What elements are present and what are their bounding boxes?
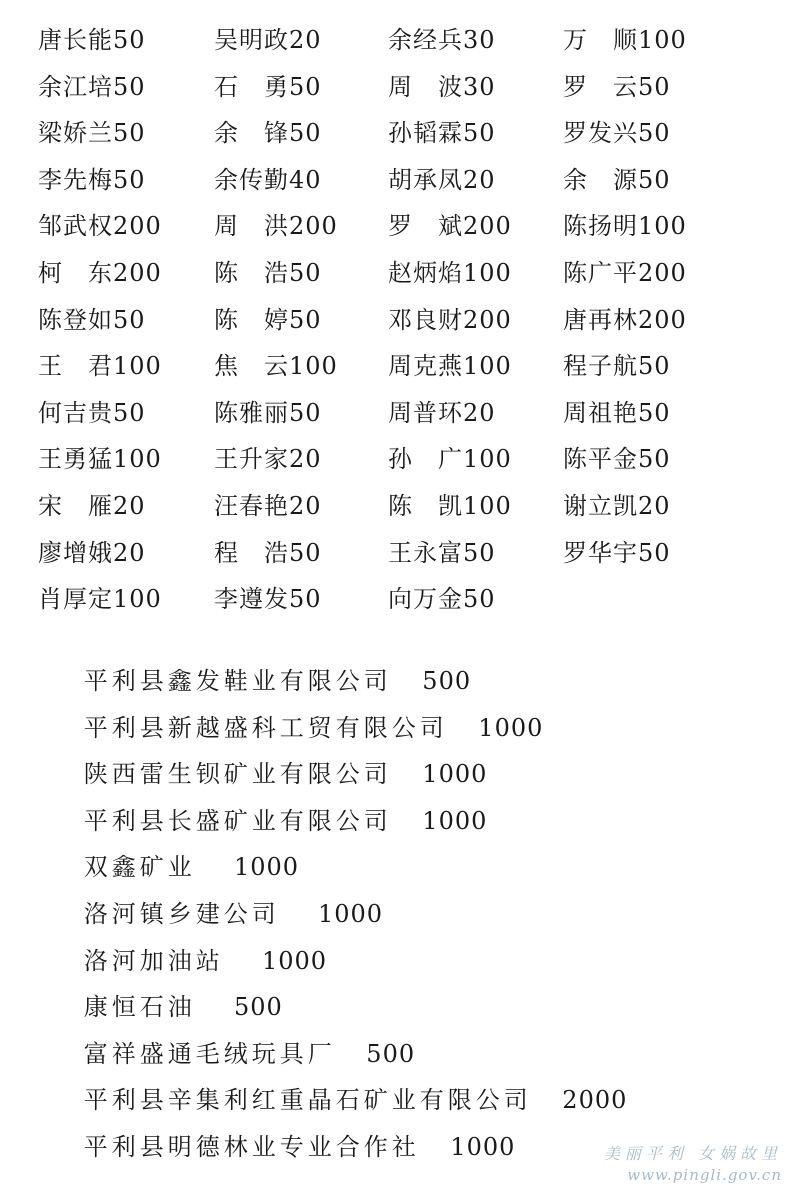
- org-name: 平利县明德林业专业合作社: [83, 1132, 420, 1161]
- donor-entry: 周祖艳50: [563, 398, 671, 427]
- org-entry: [38, 627, 778, 695]
- donor-entry: 程子航50: [563, 352, 671, 381]
- donor-entry: 柯 东200: [38, 258, 162, 287]
- org-amount: 1000: [261, 946, 328, 975]
- donor-entry: 孙 广100: [388, 445, 512, 474]
- donor-entry: 邹武权200: [38, 212, 162, 241]
- individual-donor-list: [38, 22, 758, 628]
- donor-entry: 向万金50: [388, 585, 496, 614]
- donor-row: [38, 69, 758, 116]
- org-name: 陕西雷生钡矿业有限公司: [83, 760, 392, 789]
- org-entry: [38, 813, 778, 882]
- org-name: 平利县辛集利红重晶石矿业有限公司: [83, 1086, 532, 1115]
- donor-entry: 王勇猛100: [38, 445, 162, 474]
- donor-entry: 罗 斌200: [388, 212, 512, 241]
- donor-entry: 陈雅丽50: [214, 398, 322, 427]
- donor-entry: 余传勤40: [214, 165, 322, 194]
- donor-row: [38, 441, 758, 488]
- org-name: 双鑫矿业: [83, 853, 196, 882]
- donor-entry: 万 顺100: [563, 26, 687, 54]
- org-entry: [38, 1000, 778, 1068]
- donor-entry: 余 源50: [563, 165, 671, 194]
- donor-entry: 李遵发50: [214, 585, 322, 614]
- org-entry: [38, 860, 778, 928]
- donor-entry: 罗 云50: [563, 72, 671, 101]
- org-name: 洛河镇乡建公司: [83, 899, 280, 928]
- donor-entry: 唐长能50: [38, 26, 146, 54]
- org-name: 富祥盛通毛绒玩具厂: [83, 1039, 336, 1068]
- donor-entry: 唐再林200: [563, 305, 687, 334]
- org-name: 平利县长盛矿业有限公司: [83, 806, 392, 835]
- donor-row: [38, 162, 758, 209]
- donor-row: [38, 348, 758, 395]
- donor-row: [38, 115, 758, 162]
- donor-entry: 罗华宇50: [563, 538, 671, 567]
- donor-entry: 陈广平200: [563, 258, 687, 287]
- donor-row: [38, 22, 758, 69]
- donor-row: [38, 488, 758, 535]
- org-name: 平利县鑫发鞋业有限公司: [83, 667, 392, 695]
- donor-entry: 汪春艳20: [214, 491, 322, 520]
- donor-row: [38, 255, 758, 302]
- org-entry: [38, 674, 778, 742]
- donor-entry: 王永富50: [388, 538, 496, 567]
- org-amount: 1000: [450, 1132, 516, 1161]
- donor-entry: 陈 浩50: [214, 258, 322, 287]
- org-amount: 2000: [562, 1086, 628, 1115]
- donor-entry: 陈扬明100: [563, 212, 687, 241]
- donor-entry: 赵炳焰100: [388, 258, 512, 287]
- donor-entry: 焦 云100: [214, 352, 338, 381]
- donor-entry: 肖厚定100: [38, 585, 162, 614]
- donor-entry: 李先梅50: [38, 165, 146, 194]
- donor-entry: 余经兵30: [388, 26, 496, 54]
- donor-entry: 宋 雁20: [38, 491, 146, 520]
- org-name: 平利县新越盛科工贸有限公司: [83, 713, 448, 742]
- donor-row: [38, 395, 758, 442]
- org-entry: [38, 767, 778, 835]
- donor-entry: 吴明政20: [214, 26, 322, 54]
- org-amount: 1000: [422, 760, 488, 789]
- org-amount: 1000: [233, 853, 300, 882]
- org-amount: 1000: [317, 899, 384, 928]
- donor-entry: 梁娇兰50: [38, 119, 146, 148]
- org-entry: [38, 953, 778, 1022]
- org-amount: 500: [422, 667, 472, 695]
- donor-row: [38, 208, 758, 255]
- donor-entry: 陈登如50: [38, 305, 146, 334]
- org-entry: [38, 1046, 778, 1115]
- donor-entry: 陈平金50: [563, 445, 671, 474]
- donor-entry: 余 锋50: [214, 119, 322, 148]
- donor-entry: 余江培50: [38, 72, 146, 101]
- donor-entry: 周克燕100: [388, 352, 512, 381]
- donor-entry: 王升家20: [214, 445, 322, 474]
- donor-entry: 廖增娥20: [38, 538, 146, 567]
- org-name: 康恒石油: [83, 993, 196, 1022]
- donor-row: [38, 535, 758, 582]
- watermark-url: www.pingli.gov.cn: [627, 1166, 782, 1184]
- watermark-slogan: 美丽平利 女娲故里: [603, 1144, 782, 1163]
- donor-entry: 王 君100: [38, 352, 162, 381]
- org-amount: 500: [366, 1039, 416, 1068]
- donor-entry: 邓良财200: [388, 305, 512, 334]
- donor-entry: 石 勇50: [214, 72, 322, 101]
- org-amount: 1000: [478, 713, 544, 742]
- org-name: 洛河加油站: [83, 946, 224, 975]
- donor-entry: 何吉贵50: [38, 398, 146, 427]
- org-entry: [38, 720, 778, 789]
- donor-entry: 谢立凯20: [563, 491, 671, 520]
- donor-entry: 程 浩50: [214, 538, 322, 567]
- donor-entry: 孙韬霖50: [388, 119, 496, 148]
- org-amount: 500: [233, 993, 283, 1022]
- donor-entry: 周普环20: [388, 398, 496, 427]
- site-watermark: [604, 1141, 782, 1184]
- donor-entry: 周 洪200: [214, 212, 338, 241]
- donor-row: [38, 302, 758, 349]
- org-entry: [38, 907, 778, 975]
- org-amount: 1000: [422, 806, 488, 835]
- donor-entry: 罗发兴50: [563, 119, 671, 148]
- donor-entry: 陈 婷50: [214, 305, 322, 334]
- donor-row: [38, 581, 758, 628]
- donor-entry: 陈 凯100: [388, 491, 512, 520]
- donor-entry: 周 波30: [388, 72, 496, 101]
- donor-entry: 胡承凤20: [388, 165, 496, 194]
